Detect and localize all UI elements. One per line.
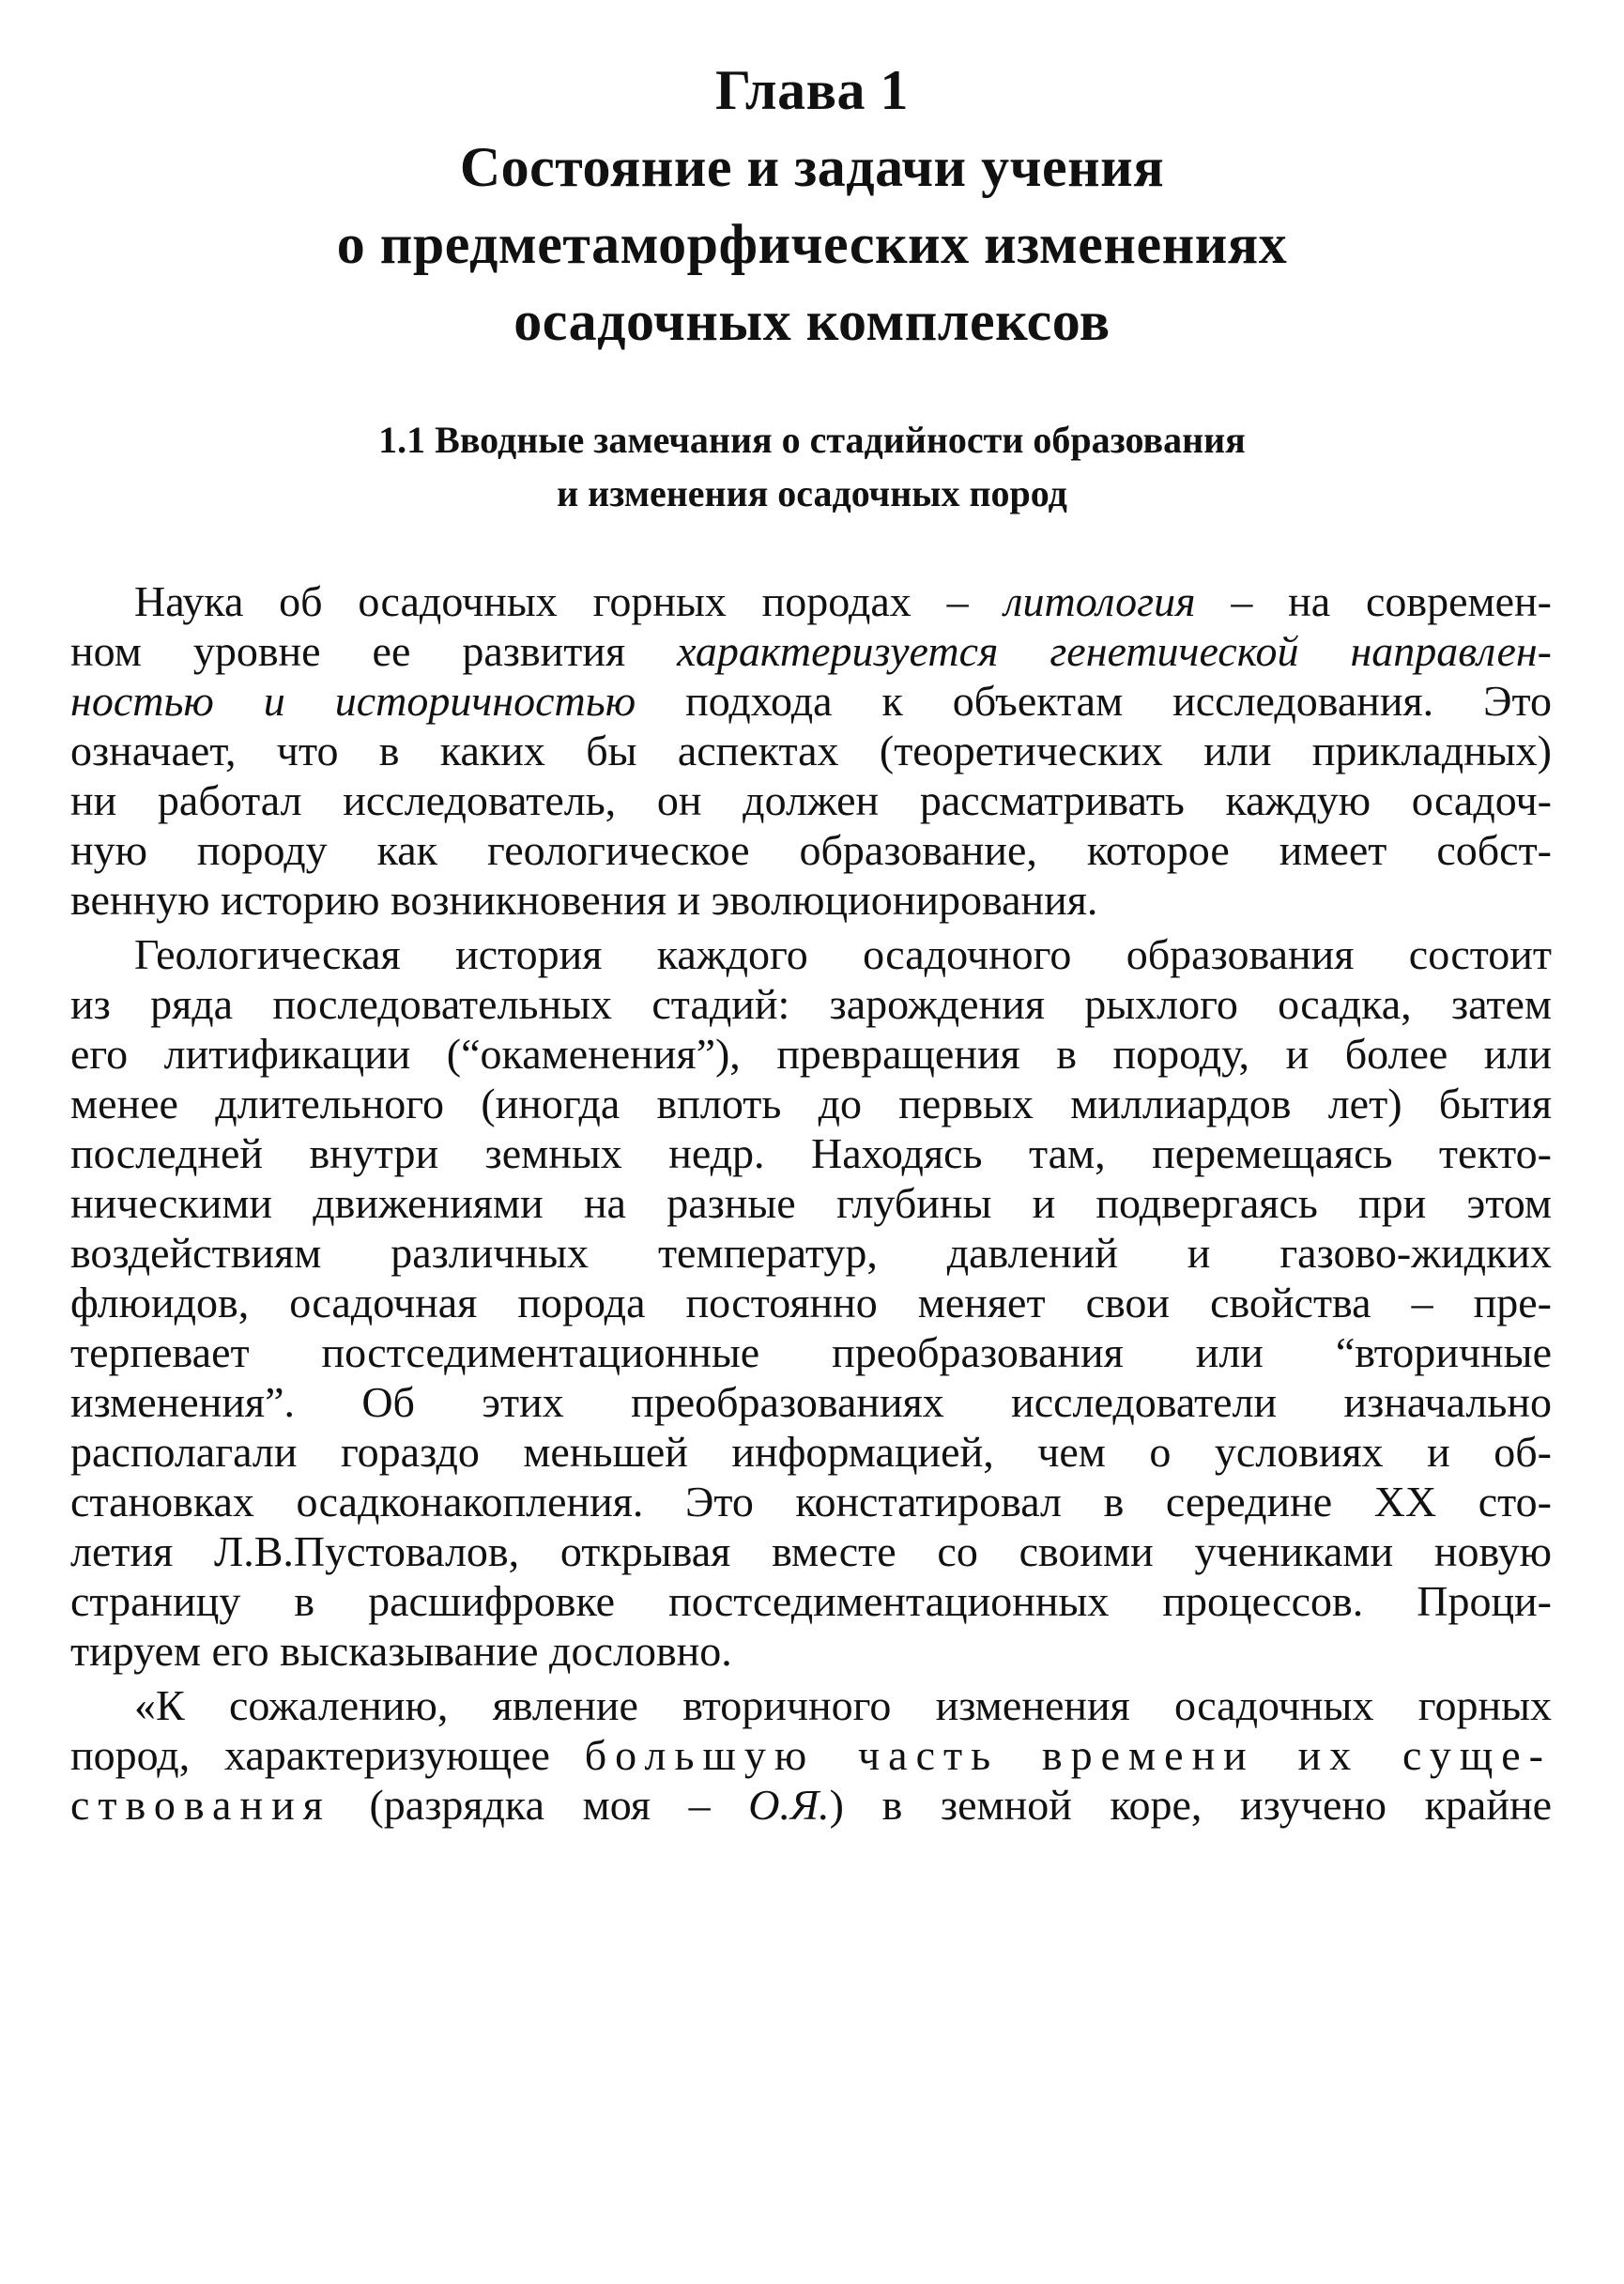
text-run: венную историю возникновения и эволюционирования. bbox=[70, 876, 1098, 924]
text-run: пород, характеризующее bbox=[70, 1731, 585, 1779]
paragraph bbox=[70, 929, 1552, 1676]
text-line bbox=[70, 1576, 1552, 1626]
text-line bbox=[70, 1178, 1552, 1228]
italic-text: О.Я. bbox=[748, 1781, 830, 1829]
text-line bbox=[70, 1128, 1552, 1178]
text-run: – на современ- bbox=[1195, 577, 1552, 625]
text-line bbox=[70, 726, 1552, 775]
text-line bbox=[70, 929, 1552, 979]
text-run: «К сожалению, явление вторичного изменения осадочных горных bbox=[134, 1681, 1552, 1729]
text-run: располагали гораздо меньшей информацией, чем о условиях и об- bbox=[70, 1428, 1552, 1476]
text-run: изменения”. Об этих преобразованиях исследователи изначально bbox=[70, 1378, 1552, 1426]
chapter-title-line: о предметаморфических изменениях bbox=[336, 213, 1288, 275]
text-line bbox=[70, 1680, 1552, 1730]
text-run: ническими движениями на разные глубины и подвергаясь при этом bbox=[70, 1179, 1552, 1227]
italic-text: характеризуется генетической направлен- bbox=[677, 627, 1552, 675]
text-line bbox=[70, 1526, 1552, 1576]
section-title-line: и изменения осадочных пород bbox=[557, 472, 1067, 514]
text-run: воздействиям различных температур, давлений и газово-жидких bbox=[70, 1229, 1552, 1277]
spaced-emphasis-text: большую часть времени их суще- bbox=[584, 1731, 1552, 1779]
text-line bbox=[70, 775, 1552, 825]
text-run: последней внутри земных недр. Находясь там, перемещаясь текто- bbox=[70, 1129, 1552, 1177]
text-line bbox=[70, 1780, 1552, 1830]
chapter-number: Глава 1 bbox=[715, 59, 909, 121]
text-line bbox=[70, 825, 1552, 875]
text-run: летия Л.В.Пустовалов, открывая вместе со своими учениками новую bbox=[70, 1527, 1552, 1575]
paragraph bbox=[70, 576, 1552, 925]
section-title-line: 1.1 Вводные замечания о стадийности образования bbox=[378, 419, 1246, 461]
text-line bbox=[70, 676, 1552, 726]
text-line bbox=[70, 1477, 1552, 1526]
text-run: тируем его высказывание дословно. bbox=[70, 1627, 732, 1675]
text-run: ни работал исследователь, он должен рассматривать каждую осадоч- bbox=[70, 776, 1552, 824]
italic-text: ностью и историчностью bbox=[70, 677, 636, 725]
text-line bbox=[70, 875, 1552, 925]
text-run: Наука об осадочных горных породах – bbox=[134, 577, 1004, 625]
text-line bbox=[70, 1730, 1552, 1780]
text-line bbox=[70, 1278, 1552, 1327]
text-run: из ряда последовательных стадий: зарождения рыхлого осадка, затем bbox=[70, 980, 1552, 1028]
text-line bbox=[70, 626, 1552, 676]
text-run: Геологическая история каждого осадочного образования состоит bbox=[134, 930, 1552, 978]
text-line bbox=[70, 1327, 1552, 1377]
paragraph bbox=[70, 1680, 1552, 1830]
text-run: означает, что в каких бы аспектах (теоретических или прикладных) bbox=[70, 727, 1552, 774]
text-run: менее длительного (иногда вплоть до первых миллиардов лет) бытия bbox=[70, 1080, 1552, 1127]
spaced-emphasis-text: ствования bbox=[70, 1781, 331, 1829]
text-line bbox=[70, 1029, 1552, 1079]
text-line bbox=[70, 1228, 1552, 1278]
text-run: его литификации (“окаменения”), превращения в породу, и более или bbox=[70, 1030, 1552, 1078]
text-run: страницу в расшифровке постседиментационных процессов. Проци- bbox=[70, 1577, 1552, 1625]
text-line bbox=[70, 1079, 1552, 1128]
text-run: ) в земной коре, изучено крайне bbox=[829, 1781, 1553, 1829]
text-line bbox=[70, 1427, 1552, 1477]
chapter-heading bbox=[0, 52, 1624, 360]
chapter-title-line: Состояние и задачи учения bbox=[459, 136, 1165, 198]
italic-text: литология bbox=[1004, 577, 1196, 625]
text-run: флюидов, осадочная порода постоянно меняет свои свойства – пре- bbox=[70, 1279, 1552, 1326]
text-run: ную породу как геологическое образование, которое имеет собст- bbox=[70, 826, 1552, 874]
text-line bbox=[70, 1377, 1552, 1427]
text-run: становках осадконакопления. Это констатировал в середине XX сто- bbox=[70, 1478, 1552, 1525]
text-run: ном уровне ее развития bbox=[70, 627, 678, 675]
chapter-title-line: осадочных комплексов bbox=[513, 290, 1111, 352]
text-line bbox=[70, 1626, 1552, 1676]
text-line bbox=[70, 979, 1552, 1029]
body-text bbox=[70, 576, 1552, 1830]
text-run: (разрядка моя – bbox=[330, 1781, 749, 1829]
text-line bbox=[70, 576, 1552, 626]
section-heading bbox=[0, 413, 1624, 520]
text-run: подхода к объектам исследования. Это bbox=[636, 677, 1552, 725]
text-run: терпевает постседиментационные преобразования или “вторичные bbox=[70, 1328, 1552, 1376]
